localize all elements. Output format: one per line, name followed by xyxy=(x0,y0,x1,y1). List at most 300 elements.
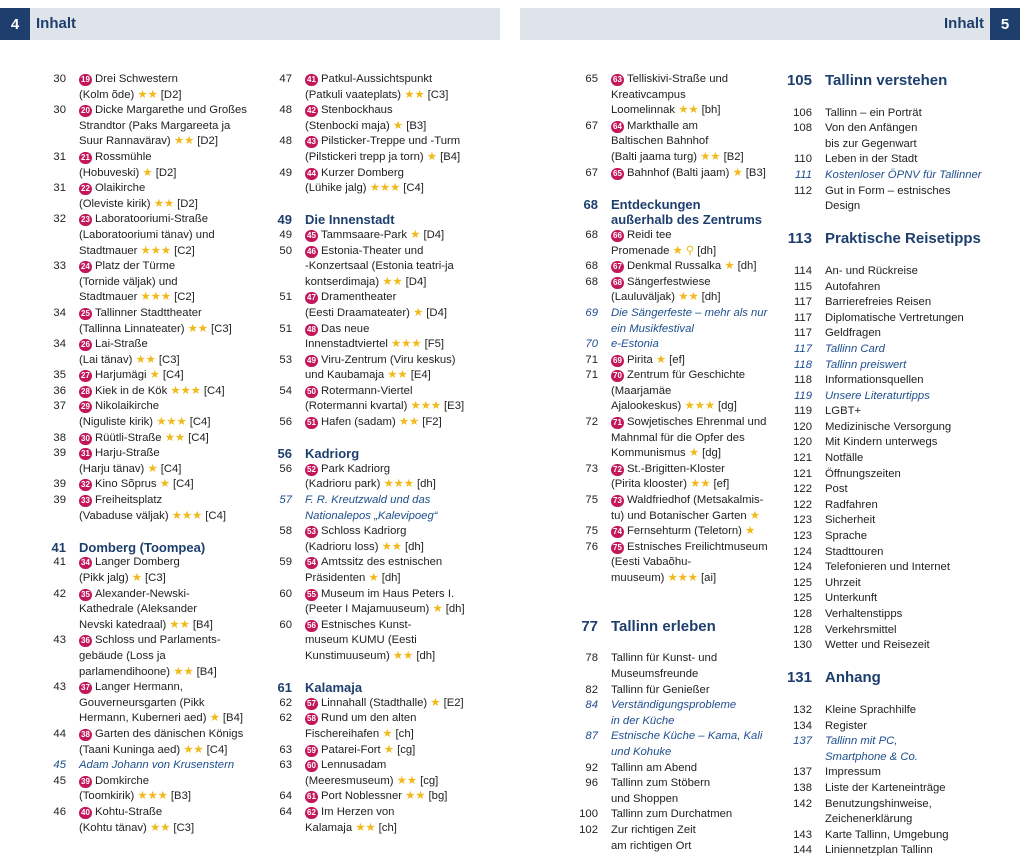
entry-text xyxy=(305,353,456,369)
toc-entry xyxy=(786,513,986,529)
toc-entry xyxy=(786,280,986,296)
entry-text xyxy=(611,714,674,730)
sight-number-badge: 36 xyxy=(79,635,92,647)
entry-label: Tallinn – ein Porträt xyxy=(825,106,922,119)
header-title-right: Inhalt xyxy=(944,15,984,32)
page-ref: 110 xyxy=(793,153,812,166)
entry-label: Garten des dänischen Königs xyxy=(95,727,244,740)
entry-label: Domberg (Toompea) xyxy=(79,539,206,555)
entry-text xyxy=(79,555,180,571)
spacer xyxy=(266,431,496,447)
toc-section-heading xyxy=(786,230,986,248)
toc-entry xyxy=(572,88,782,104)
toc-entry xyxy=(40,72,260,88)
page-ref: 112 xyxy=(793,184,812,197)
page-ref: 84 xyxy=(585,699,598,712)
sight-number-badge: 47 xyxy=(305,292,318,304)
spacer xyxy=(572,636,782,652)
page-ref xyxy=(266,774,292,790)
toc-entry xyxy=(40,727,260,743)
spacer xyxy=(40,524,260,540)
entry-text xyxy=(611,667,698,683)
entry-text xyxy=(611,275,711,291)
page-ref xyxy=(40,119,66,135)
toc-section-heading xyxy=(266,680,496,696)
rating-stars: ★★★ xyxy=(156,416,187,429)
entry-text xyxy=(825,152,917,168)
sight-number-badge: 42 xyxy=(305,105,318,117)
page-ref: 113 xyxy=(787,230,812,248)
entry-text xyxy=(79,649,166,665)
entry-text xyxy=(305,524,406,540)
toc-entry xyxy=(266,134,496,150)
entry-text xyxy=(305,493,430,509)
toc-entry xyxy=(572,651,782,667)
page-ref: 34 xyxy=(53,306,66,319)
entry-text xyxy=(825,828,949,844)
entry-text xyxy=(825,373,924,389)
page-ref: 122 xyxy=(793,498,812,511)
entry-label: Verkehrsmittel xyxy=(825,623,897,636)
page-ref: 51 xyxy=(279,291,292,304)
entry-text xyxy=(79,540,205,556)
map-grid-ref: [C3] xyxy=(427,88,449,101)
page-ref: 60 xyxy=(279,618,292,631)
rating-stars: ★★★ xyxy=(410,400,441,413)
map-grid-ref: [B3] xyxy=(170,790,192,803)
page-ref: 123 xyxy=(793,530,812,543)
entry-label: Estnisches Kunst- xyxy=(321,618,412,631)
page-ref xyxy=(40,509,66,525)
page-ref: 124 xyxy=(793,561,812,574)
page-ref xyxy=(572,290,598,306)
toc-entry xyxy=(572,446,782,462)
entry-label: Leben in der Stadt xyxy=(825,153,918,166)
map-grid-ref: [B2] xyxy=(723,150,744,163)
toc-entry xyxy=(266,711,496,727)
sight-number-badge: 31 xyxy=(79,448,92,460)
entry-text xyxy=(825,638,930,654)
entry-label: (Kadrioru loss) xyxy=(305,540,379,553)
sight-number-badge: 57 xyxy=(305,698,318,710)
entry-label: Im Herzen von xyxy=(321,805,395,818)
rating-stars: ★★ xyxy=(387,369,408,382)
page-ref: 68 xyxy=(585,260,598,273)
entry-label: Viru-Zentrum (Viru keskus) xyxy=(321,353,456,366)
toc-entry xyxy=(786,358,986,374)
page-ref: 49 xyxy=(279,166,292,179)
page-ref xyxy=(266,259,292,275)
page-ref: 131 xyxy=(786,669,812,687)
toc-entry xyxy=(266,633,496,649)
toc-entry xyxy=(40,228,260,244)
rating-stars: ★★★ xyxy=(369,182,401,195)
toc-entry xyxy=(572,103,782,119)
sight-number-badge: 51 xyxy=(305,417,318,429)
rating-stars: ★★ xyxy=(183,743,204,756)
entry-label: Tallinn für Genießer xyxy=(611,683,710,696)
sight-number-badge: 53 xyxy=(305,526,318,538)
sight-number-badge: 68 xyxy=(611,277,624,289)
entry-label: Tallinn erleben xyxy=(611,617,716,635)
page-ref: 53 xyxy=(279,353,292,366)
sight-number-badge: 60 xyxy=(305,760,318,772)
toc-entry xyxy=(266,743,496,759)
entry-text xyxy=(611,306,767,322)
page-ref: 87 xyxy=(585,730,598,743)
toc-entry xyxy=(786,373,986,389)
entry-label: Mahnmal für die Opfer des xyxy=(611,431,745,444)
page-ref: 64 xyxy=(279,790,292,803)
entry-text xyxy=(79,275,178,291)
page-ref xyxy=(40,322,66,338)
entry-label: Tammsaare-Park xyxy=(321,228,408,241)
spacer xyxy=(572,587,782,603)
toc-entry xyxy=(572,166,782,182)
page-ref: 124 xyxy=(793,545,812,558)
map-grid-ref: [ef] xyxy=(713,478,730,491)
toc-entry xyxy=(40,789,260,805)
page-ref: 51 xyxy=(279,322,292,335)
page-ref xyxy=(266,540,292,556)
entry-text xyxy=(825,703,916,719)
map-grid-ref: [dh] xyxy=(405,540,424,553)
entry-text xyxy=(611,368,745,384)
page-ref: 68 xyxy=(585,275,598,288)
page-ref xyxy=(40,166,66,182)
entry-label: (Eesti Draamateater) xyxy=(305,306,410,319)
page-ref: 63 xyxy=(279,759,292,772)
entry-label: tu) und Botanischer Garten xyxy=(611,509,747,522)
page-ref: 119 xyxy=(793,389,812,402)
sight-number-badge: 41 xyxy=(305,74,318,86)
entry-text xyxy=(825,545,883,561)
entry-label: Stenbockhaus xyxy=(321,104,393,117)
toc-entry xyxy=(40,244,260,260)
entry-label: Kathedrale (Aleksander xyxy=(79,603,198,616)
entry-label: Rüütli-Straße xyxy=(95,431,162,444)
entry-label: Tallinner Stadttheater xyxy=(95,306,202,319)
page-ref xyxy=(40,821,66,837)
map-grid-ref: [cg] xyxy=(397,743,416,756)
entry-text xyxy=(79,431,209,447)
entry-label: Waldfriedhof (Metsakalmis- xyxy=(627,494,764,507)
rating-stars: ★ xyxy=(392,119,404,132)
toc-entry xyxy=(572,555,782,571)
entry-label: Kostenloser ÖPNV für Tallinner xyxy=(825,168,982,181)
toc-entry xyxy=(266,353,496,369)
page-ref: 144 xyxy=(793,844,812,857)
toc-entry xyxy=(266,524,496,540)
entry-text xyxy=(305,322,369,338)
toc-entry xyxy=(40,166,260,182)
page-ref xyxy=(266,88,292,104)
entry-text xyxy=(611,134,708,150)
toc-entry xyxy=(40,88,260,104)
rating-stars: ★★★ xyxy=(171,509,203,522)
entry-label: Die Innenstadt xyxy=(305,212,395,228)
map-grid-ref: [C2] xyxy=(174,244,195,257)
entry-label: Platz der Türme xyxy=(95,260,176,273)
entry-label: Kleine Sprachhilfe xyxy=(825,703,917,716)
sight-number-badge: 48 xyxy=(305,324,318,336)
entry-text xyxy=(79,368,184,384)
page-ref xyxy=(266,509,292,525)
entry-label: Kalamaja xyxy=(305,821,353,834)
page-ref xyxy=(40,275,66,291)
entry-text xyxy=(611,72,728,88)
entry-text xyxy=(825,623,897,639)
rating-stars: ★ ⚲ xyxy=(672,244,695,257)
entry-label: Das neue xyxy=(321,322,370,335)
entry-text xyxy=(79,290,195,306)
page-ref xyxy=(40,415,66,431)
sight-number-badge: 25 xyxy=(79,308,92,320)
rating-stars: ★★★ xyxy=(137,790,168,803)
rating-stars: ★★★ xyxy=(170,384,201,397)
page-ref: 75 xyxy=(585,494,598,507)
entry-label: Liniennetzplan Tallinn xyxy=(825,844,933,857)
entry-label: Gut in Form – estnisches Design xyxy=(825,184,951,213)
entry-text xyxy=(79,337,148,353)
toc-entry xyxy=(266,290,496,306)
page-ref xyxy=(40,711,66,727)
page-ref: 102 xyxy=(579,823,598,836)
entry-label: Suur Rannavärav) xyxy=(79,135,171,148)
page-ref: 143 xyxy=(793,828,812,841)
toc-entry xyxy=(572,337,782,353)
entry-label: Uhrzeit xyxy=(825,576,861,589)
entry-label: An- und Rückreise xyxy=(825,264,918,277)
page-ref xyxy=(40,649,66,665)
page-ref xyxy=(266,821,292,837)
entry-label: Harju-Straße xyxy=(95,447,160,460)
page-ref: 117 xyxy=(793,327,812,340)
rating-stars: ★ xyxy=(732,166,743,179)
entry-label: Ajalookeskus) xyxy=(611,400,682,413)
page-ref xyxy=(266,119,292,135)
entry-label: (Lai tänav) xyxy=(79,353,133,366)
toc-column-2 xyxy=(266,72,496,836)
entry-text xyxy=(825,591,877,607)
sight-number-badge: 72 xyxy=(611,464,624,476)
page-ref xyxy=(572,134,598,150)
entry-label: Informationsquellen xyxy=(825,374,924,387)
page-ref xyxy=(40,665,66,681)
rating-stars: ★★ xyxy=(153,197,174,210)
page-ref xyxy=(266,275,292,291)
toc-entry xyxy=(572,259,782,275)
entry-text xyxy=(79,353,180,369)
entry-label: Diplomatische Vertretungen xyxy=(825,311,964,324)
entry-text xyxy=(305,212,395,228)
entry-label: Freiheitsplatz xyxy=(95,494,163,507)
toc-entry xyxy=(786,498,986,514)
page-ref: 56 xyxy=(277,446,292,462)
page-ref: 123 xyxy=(793,514,812,527)
toc-entry xyxy=(40,633,260,649)
toc-entry xyxy=(40,493,260,509)
entry-label: Post xyxy=(825,483,848,496)
page-ref: 72 xyxy=(585,416,598,429)
entry-text xyxy=(611,761,697,777)
entry-label: Sowjetisches Ehrenmal und xyxy=(627,416,767,429)
entry-label: Nationalepos „Kalevipoeg“ xyxy=(305,509,438,522)
page-number-right: 5 xyxy=(990,8,1020,40)
map-grid-ref: [B4] xyxy=(222,712,244,725)
sight-number-badge: 21 xyxy=(79,152,92,164)
page-ref: 67 xyxy=(585,166,598,179)
page-ref xyxy=(266,337,292,353)
page-ref xyxy=(572,103,598,119)
page-ref: 138 xyxy=(793,781,812,794)
toc-column-4 xyxy=(786,72,986,859)
entry-text xyxy=(611,119,698,135)
toc-entry xyxy=(572,823,782,839)
toc-entry xyxy=(786,765,986,781)
page-ref xyxy=(572,667,598,683)
page-ref xyxy=(40,789,66,805)
entry-label: Baltischen Bahnhof xyxy=(611,135,709,148)
entry-label: Markthalle am xyxy=(627,119,698,132)
sight-number-badge: 74 xyxy=(611,526,624,538)
entry-label: Kalamaja xyxy=(305,680,363,696)
entry-label: Zeichenerklärung xyxy=(825,813,913,826)
entry-text xyxy=(305,789,447,805)
entry-text xyxy=(79,571,166,587)
sight-number-badge: 40 xyxy=(79,807,92,819)
entry-text xyxy=(79,774,149,790)
entry-label: (Kadrioru park) xyxy=(305,478,381,491)
entry-text xyxy=(611,322,694,338)
rating-stars: ★★★ xyxy=(684,400,715,413)
sight-number-badge: 39 xyxy=(79,776,92,788)
entry-text xyxy=(79,743,227,759)
entry-text xyxy=(611,384,671,400)
entry-text xyxy=(79,103,247,119)
toc-entry xyxy=(572,275,782,291)
entry-label: (Eesti Vabaõhu- xyxy=(611,556,692,569)
toc-entry xyxy=(266,415,496,431)
entry-text xyxy=(305,181,424,197)
toc-entry xyxy=(266,88,496,104)
toc-entry xyxy=(266,696,496,712)
entry-text xyxy=(611,618,716,636)
toc-entry xyxy=(40,322,260,338)
toc-section-heading xyxy=(786,669,986,687)
entry-label: Barrierefreies Reisen xyxy=(825,296,932,309)
entry-label: Loomelinnak xyxy=(611,104,676,117)
entry-text xyxy=(611,745,671,761)
entry-label: Estnisches Freilichtmuseum xyxy=(627,540,768,553)
entry-text xyxy=(79,821,194,837)
toc-entry xyxy=(572,134,782,150)
map-grid-ref: [C4] xyxy=(403,182,424,195)
page-ref xyxy=(40,743,66,759)
entry-text xyxy=(305,166,404,182)
entry-text xyxy=(305,228,444,244)
entry-text xyxy=(305,774,438,790)
page-ref: 39 xyxy=(53,447,66,460)
map-grid-ref: [cg] xyxy=(420,774,439,787)
entry-label: Zentrum für Geschichte xyxy=(627,369,746,382)
toc-column-1 xyxy=(40,72,260,836)
entry-label: Estonia-Theater und xyxy=(321,244,424,257)
toc-entry xyxy=(40,431,260,447)
toc-entry xyxy=(40,618,260,634)
page-ref: 137 xyxy=(793,735,812,748)
map-grid-ref: [C4] xyxy=(205,509,226,522)
entry-text xyxy=(79,696,205,712)
page-ref: 114 xyxy=(793,264,812,277)
toc-entry xyxy=(266,789,496,805)
entry-text xyxy=(305,446,359,462)
entry-text xyxy=(305,72,432,88)
toc-entry xyxy=(572,462,782,478)
entry-text xyxy=(305,103,393,119)
sight-number-badge: 20 xyxy=(79,105,92,117)
entry-label: Kadriorg xyxy=(305,446,360,462)
entry-label: bis zur Gegenwart xyxy=(825,137,917,150)
entry-label: Innenstadtviertel xyxy=(305,338,388,351)
rating-stars: ★★ xyxy=(137,88,158,101)
entry-text xyxy=(611,477,729,493)
toc-entry xyxy=(572,322,782,338)
entry-label: (Stenbocki maja) xyxy=(305,119,390,132)
page-ref: 77 xyxy=(581,617,598,635)
page-ref: 42 xyxy=(53,587,66,600)
entry-text xyxy=(825,607,902,623)
page-ref: 115 xyxy=(793,280,812,293)
page-ref: 63 xyxy=(279,743,292,756)
rating-stars: ★★ xyxy=(404,88,425,101)
map-grid-ref: [D2] xyxy=(160,88,182,101)
toc-entry xyxy=(572,353,782,369)
sight-number-badge: 24 xyxy=(79,261,92,273)
toc-entry xyxy=(40,275,260,291)
toc-entry xyxy=(40,774,260,790)
entry-label: Laboratooriumi-Straße xyxy=(95,213,209,226)
entry-text xyxy=(825,168,982,184)
entry-label: (Patkuli vaateplats) xyxy=(305,88,402,101)
entry-label: Lennusadam xyxy=(321,759,387,772)
entry-text xyxy=(305,290,396,306)
entry-label: Von den Anfängen xyxy=(825,122,918,135)
entry-label: (Balti jaama turg) xyxy=(611,150,698,163)
entry-text xyxy=(305,758,386,774)
entry-label: Tallinn verstehen xyxy=(825,72,948,89)
toc-entry xyxy=(40,805,260,821)
entry-label: Kino Sõprus xyxy=(95,478,157,491)
page-ref xyxy=(572,150,598,166)
entry-text xyxy=(305,88,448,104)
entry-label: Gouverneursgarten (Pikk xyxy=(79,696,205,709)
rating-stars: ★★ xyxy=(678,291,699,304)
entry-label: Karte Tallinn, Umgebung xyxy=(825,828,949,841)
entry-text xyxy=(825,734,897,750)
page-ref: 134 xyxy=(793,719,812,732)
page-ref xyxy=(40,134,66,150)
sight-number-badge: 59 xyxy=(305,745,318,757)
entry-label: (Tallinna Linnateater) xyxy=(79,322,185,335)
rating-stars: ★★ xyxy=(355,821,376,834)
toc-entry xyxy=(266,181,496,197)
entry-text xyxy=(305,368,431,384)
toc-entry xyxy=(572,683,782,699)
toc-section-heading xyxy=(572,618,782,636)
entry-text xyxy=(79,618,213,634)
page-ref xyxy=(572,571,598,587)
